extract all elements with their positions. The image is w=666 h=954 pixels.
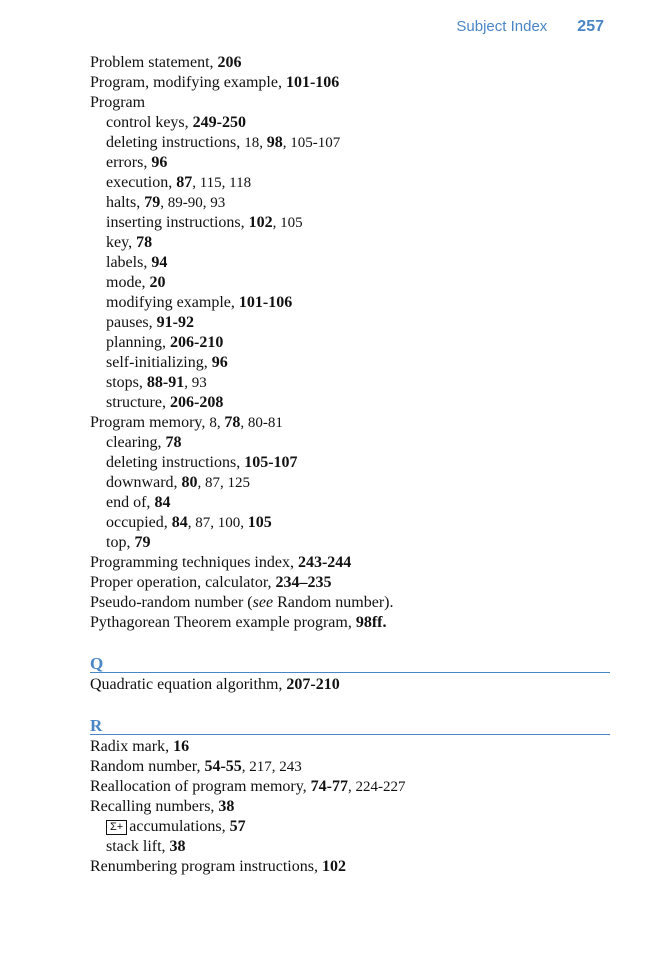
index-entry: [90, 73, 610, 93]
entry-main-page: 102: [321, 858, 346, 875]
entry-main-page: 79: [144, 194, 161, 211]
section-letter-r: R: [90, 716, 103, 735]
entry-pages: 8,: [209, 415, 225, 431]
entry-main-page: 79: [134, 534, 151, 551]
index-subentry: [90, 533, 610, 553]
index-subentry: [90, 817, 610, 837]
sigma-plus-key-icon: Σ+: [106, 820, 127, 835]
section-rule: [90, 734, 610, 735]
index-subentry: [90, 393, 610, 413]
entry-term: pauses,: [106, 314, 157, 331]
entry-main-page: 105: [247, 514, 272, 531]
index-entry: [90, 573, 610, 593]
index-subentry: [90, 253, 610, 273]
section-header-q: [90, 643, 610, 675]
subject-index: [90, 53, 610, 877]
entry-term: labels,: [106, 254, 152, 271]
entry-term: Program: [90, 94, 146, 111]
index-entry: [90, 53, 610, 73]
entry-pages: , 217, 243: [241, 759, 302, 775]
index-subentry: [90, 173, 610, 193]
index-subentry: [90, 453, 610, 473]
index-subentry: [90, 113, 610, 133]
entry-pages: , 93: [184, 375, 207, 391]
entry-term: Random number,: [90, 758, 205, 775]
entry-main-page: 20: [149, 274, 166, 291]
entry-main-page: 94: [151, 254, 168, 271]
entry-term: mode,: [106, 274, 150, 291]
entry-main-page: 84: [171, 514, 188, 531]
index-subentry: [90, 373, 610, 393]
entry-main-page: 84: [154, 494, 171, 511]
entry-main-page: 207-210: [286, 676, 340, 693]
entry-term: Programming techniques index,: [90, 554, 298, 571]
index-entries-q: [90, 675, 610, 695]
entry-pages: Random number).: [273, 594, 394, 611]
index-entry: [90, 737, 610, 757]
index-subentry: [90, 233, 610, 253]
entry-main-page: 234–235: [275, 574, 332, 591]
index-subentry: [90, 837, 610, 857]
entry-pages: 18,: [244, 135, 267, 151]
entry-main-page: 87: [176, 174, 193, 191]
entry-pages: , 105: [272, 215, 303, 231]
entry-see: see: [252, 594, 274, 611]
entry-term: execution,: [106, 174, 177, 191]
entry-term: halts,: [106, 194, 145, 211]
entry-term: Recalling numbers,: [90, 798, 219, 815]
index-entry: [90, 93, 610, 113]
entry-term: downward,: [106, 474, 182, 491]
index-entry: [90, 593, 610, 613]
page-header: [456, 18, 604, 36]
entry-term: top,: [106, 534, 135, 551]
entry-main-page: 98: [266, 134, 283, 151]
entry-main-page: 101-106: [238, 294, 293, 311]
entry-main-page: 91-92: [156, 314, 194, 331]
index-subentry: [90, 153, 610, 173]
index-entry: [90, 553, 610, 573]
entry-main-page: 57: [229, 818, 246, 835]
index-entry: [90, 613, 610, 633]
entry-main-page: 206: [217, 54, 242, 71]
entry-main-page: 78: [165, 434, 182, 451]
entry-term: inserting instructions,: [106, 214, 249, 231]
entry-pages: , 87, 125: [197, 475, 251, 491]
index-subentry: [90, 193, 610, 213]
entry-pages: , 224-227: [348, 779, 406, 795]
index-entry: [90, 797, 610, 817]
section-letter-q: Q: [90, 654, 104, 673]
entry-main-page: 98ff.: [355, 614, 387, 631]
entry-term: clearing,: [106, 434, 166, 451]
entry-term: deleting instructions,: [106, 134, 245, 151]
index-subentry: [90, 433, 610, 453]
index-subentry: [90, 493, 610, 513]
index-subentry: [90, 133, 610, 153]
entry-term: planning,: [106, 334, 170, 351]
index-entry: [90, 777, 610, 797]
entry-term: key,: [106, 234, 137, 251]
entry-term: Problem statement,: [90, 54, 218, 71]
entry-main-page: 243-244: [297, 554, 352, 571]
entry-term: stops,: [106, 374, 147, 391]
entry-term: occupied,: [106, 514, 172, 531]
index-subentry: [90, 473, 610, 493]
index-entry: [90, 413, 610, 433]
entry-main-page: 96: [211, 354, 228, 371]
entry-pages: , 87, 100,: [187, 515, 248, 531]
entry-term: errors,: [106, 154, 152, 171]
entry-term: Reallocation of program memory,: [90, 778, 311, 795]
entry-main-page: 105-107: [244, 454, 298, 471]
index-subentry: [90, 513, 610, 533]
entry-term: Proper operation, calculator,: [90, 574, 276, 591]
entry-main-page: 80: [181, 474, 198, 491]
index-subentry: [90, 273, 610, 293]
index-entry: [90, 757, 610, 777]
entry-term: control keys,: [106, 114, 193, 131]
entry-term: self-initializing,: [106, 354, 212, 371]
entry-main-page: 102: [248, 214, 273, 231]
section-header-r: [90, 705, 610, 737]
entry-main-page: 206-208: [169, 394, 224, 411]
entry-main-page: 38: [169, 838, 186, 855]
entry-pages: , 80-81: [240, 415, 283, 431]
index-entries-p: [90, 53, 610, 633]
entry-term: Pythagorean Theorem example program,: [90, 614, 356, 631]
entry-main-page: 249-250: [192, 114, 246, 131]
entry-main-page: 16: [173, 738, 190, 755]
entry-pages: , 105-107: [282, 135, 341, 151]
index-subentry: [90, 353, 610, 373]
entry-term: Pseudo-random number (: [90, 594, 253, 611]
index-subentry: [90, 333, 610, 353]
entry-main-page: 101-106: [285, 74, 340, 91]
entry-term: Radix mark,: [90, 738, 174, 755]
section-rule: [90, 672, 610, 673]
entry-main-page: 88-91: [146, 374, 185, 391]
entry-main-page: 54-55: [204, 758, 242, 775]
entry-term: Renumbering program instructions,: [90, 858, 322, 875]
entry-term: deleting instructions,: [106, 454, 245, 471]
index-entry: [90, 675, 610, 695]
entry-main-page: 74-77: [310, 778, 348, 795]
header-title: Subject Index: [456, 18, 548, 35]
entry-main-page: 206-210: [170, 334, 224, 351]
entry-term: stack lift,: [106, 838, 170, 855]
entry-term: accumulations,: [129, 818, 230, 835]
index-entry: [90, 857, 610, 877]
index-subentry: [90, 313, 610, 333]
entry-term: Program memory,: [90, 414, 210, 431]
index-subentry: [90, 293, 610, 313]
entry-term: structure,: [106, 394, 170, 411]
index-subentry: [90, 213, 610, 233]
entry-main-page: 38: [218, 798, 235, 815]
entry-main-page: 78: [136, 234, 153, 251]
entry-term: end of,: [106, 494, 155, 511]
entry-term: Program, modifying example,: [90, 74, 286, 91]
entry-term: Quadratic equation algorithm,: [90, 676, 287, 693]
index-entries-r: [90, 737, 610, 877]
entry-pages: , 115, 118: [192, 175, 252, 191]
entry-pages: , 89-90, 93: [160, 195, 226, 211]
page-number: 257: [577, 18, 604, 35]
entry-term: modifying example,: [106, 294, 239, 311]
entry-main-page: 78: [224, 414, 241, 431]
entry-main-page: 96: [151, 154, 168, 171]
